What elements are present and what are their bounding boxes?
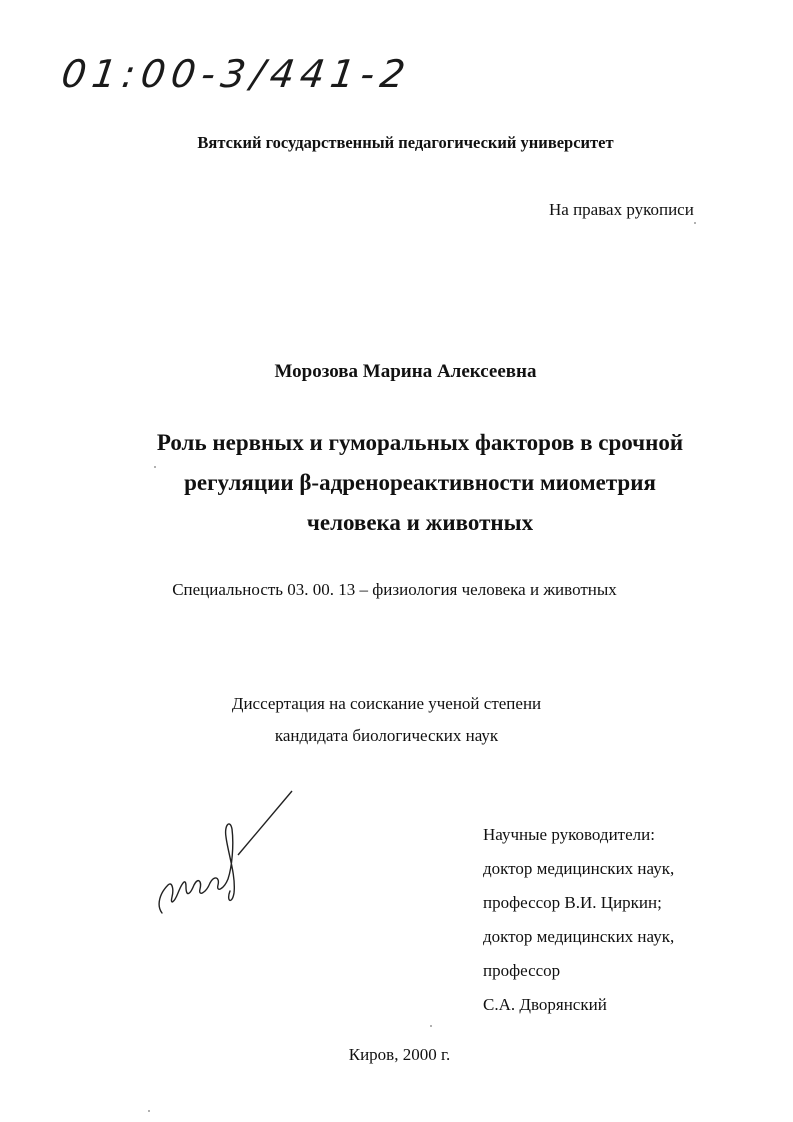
scan-speck xyxy=(430,1025,432,1027)
supervisors-heading: Научные руководители: xyxy=(483,825,655,844)
supervisor-line-1: доктор медицинских наук, xyxy=(483,859,675,878)
dissertation-title xyxy=(100,423,740,543)
degree-line-1: Диссертация на соискание ученой степени xyxy=(231,694,542,713)
archive-code: 01:00-3/441-2 xyxy=(58,52,414,96)
scan-speck xyxy=(148,1110,150,1112)
title-line-2: регуляции β-адренореактивности миометрия xyxy=(184,470,656,495)
supervisor-line-3: доктор медицинских наук, xyxy=(483,927,675,946)
rights-notice: На правах рукописи xyxy=(549,200,694,219)
author-name: Морозова Марина Алексеевна xyxy=(274,361,537,382)
city-year: Киров, 2000 г. xyxy=(348,1045,451,1064)
specialty-line: Специальность 03. 00. 13 – физиология человека и животных xyxy=(172,580,617,599)
title-line-1: Роль нервных и гуморальных факторов в срочной xyxy=(156,430,684,455)
degree-statement xyxy=(0,688,793,752)
degree-line-2: кандидата биологических наук xyxy=(274,726,499,745)
author-signature xyxy=(150,785,310,935)
scan-speck xyxy=(694,222,696,224)
supervisors-block xyxy=(483,818,674,1022)
title-line-3: человека и животных xyxy=(306,510,534,535)
scan-speck xyxy=(154,466,156,468)
university-name: Вятский государственный педагогический университет xyxy=(197,133,614,152)
supervisor-line-4: профессор xyxy=(483,961,561,980)
supervisor-line-2: профессор В.И. Циркин; xyxy=(483,893,662,912)
supervisor-line-5: С.А. Дворянский xyxy=(483,995,607,1014)
